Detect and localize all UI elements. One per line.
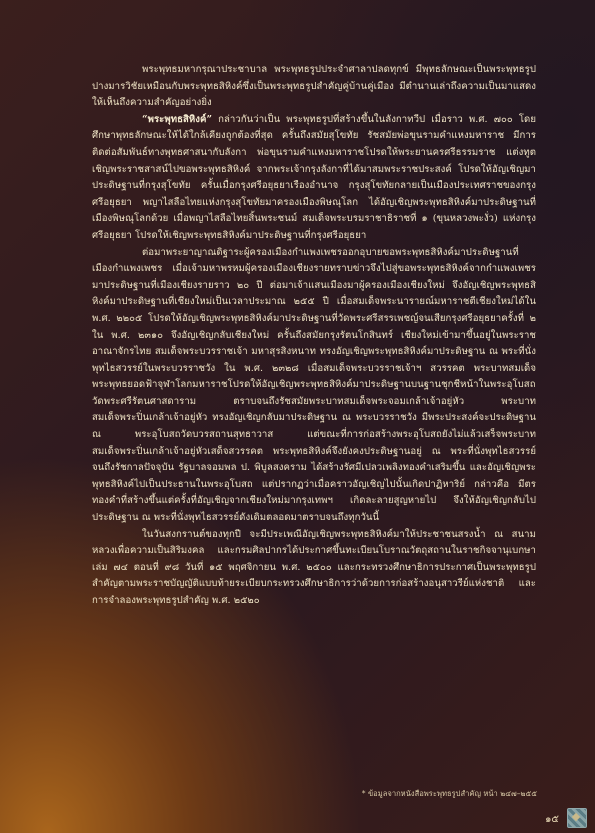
ornament-icon <box>567 808 587 828</box>
page-number: ๑๕ <box>545 814 559 825</box>
paragraph-intro-text: พระพุทธมหากรุณาประชาบาล พระพุทธรูปประจำศาลาปลดทุกข์ มีพุทธลักษณะเป็นพระพุทธรูปปางมารวิชัยเหมือนกับพระพุทธสิหิงค์ซึ่งเป็นพระพุทธรูปสำคัญคู่บ้านคู่เมือง มีตำนานเล่าถึงความเป็นมาแสดงให้เห็นถึงความสำคัญอย่างยิ่ง <box>92 64 536 109</box>
paragraph-history <box>92 112 536 245</box>
paragraph-songkran <box>92 527 536 610</box>
paragraph-intro <box>92 62 536 112</box>
footnote: * ข้อมูลจากหนังสือพระพุทธรูปสำคัญ หน้า ๒๔๗–๒๕๕ <box>361 789 537 798</box>
paragraph-relocation-text: ต่อมาพระยาญาณดิฐาระผู้ครองเมืองกำแพงเพชรออกอุบายขอพระพุทธสิหิงค์มาประดิษฐานที่เมืองกำแพงเพชร เมื่อเจ้ามหาพรหมผู้ครองเมืองเชียงรายทราบข่าวจึงไปสู่ขอพระพุทธสิหิงค์จากกำแพงเพชรมาประดิษฐานที่เมืองเชียงรายราว ๒๐ ปี ต่อมาเจ้าแสนเมืองมาผู้ครองเมืองเชียงใหม่ จึงอัญเชิญพระพุทธสิหิงค์มาประดิษฐานที่เชียงใหม่เป็นเวลาประมาณ ๒๕๕ ปี เมื่อสมเด็จพระนารายณ์มหาราชตีเชียงใหม่ได้ใน พ.ศ. ๒๒๐๕ โปรดให้อัญเชิญพระพุทธสิหิงค์มาประดิษฐานที่วัดพระศรีสรรเพชญ์จนเสียกรุงศรีอยุธยาครั้งที่ ๒ ใน พ.ศ. ๒๓๑๐ จึงอัญเชิญกลับเชียงใหม่ ครั้นถึงสมัยกรุงรัตนโกสินทร์ เชียงใหม่เข้ามาขึ้นอยู่ในพระราชอาณาจักรไทย สมเด็จพระบวรราชเจ้า มหาสุรสิงหนาท ทรงอัญเชิญพระพุทธสิหิงค์มาประดิษฐาน ณ พระที่นั่งพุทไธสวรรย์ในพระบวรราชวัง ใน พ.ศ. ๒๓๒๘ เมื่อสมเด็จพระบวรราชเจ้าฯ สวรรคต พระบาทสมเด็จพระพุทธยอดฟ้าจุฬาโลกมหาราชโปรดให้อัญเชิญพระพุทธสิหิงค์มาประดิษฐานบนฐานชุกชีหน้าในพระอุโบสถวัดพระศรีรัตนศาสดาราม ตราบจนถึงรัชสมัยพระบาทสมเด็จพระจอมเกล้าเจ้าอยู่หัว พระบาทสมเด็จพระปิ่นเกล้าเจ้าอยู่หัว ทรงอัญเชิญกลับมาประดิษฐาน ณ พระบวรราชวัง มีพระประสงค์จะประดิษฐาน ณ พระอุโบสถวัดบวรสถานสุทธาวาส แต่ขณะที่การก่อสร้างพระอุโบสถยังไม่แล้วเสร็จพระบาทสมเด็จพระปิ่นเกล้าเจ้าอยู่หัวเสด็จสวรรคต พระพุทธสิหิงค์จึงยังคงประดิษฐานอยู่ ณ พระที่นั่งพุทไธสวรรย์จนถึงรัชกาลปัจจุบัน รัฐบาลจอมพล ป. พิบูลสงคราม ได้สร้างรัศมีเปลวเพลิงทองคำเสริมขึ้น และอัญเชิญพระพุทธสิหิงค์ไปเป็นประธานในพระอุโบสถ แต่ปรากฏว่าเมื่อคราวอัญเชิญไปนั้นเกิดปาฏิหาริย์ กล่าวคือ มีตรทองคำที่สร้างขึ้นแต่ครั้งที่อัญเชิญจากเชียงใหม่มากรุงเทพฯ เกิดละลายสูญหายไป จึงให้อัญเชิญกลับไปประดิษฐาน ณ พระที่นั่งพุทไธสวรรย์ดังเดิมตลอดมาตราบจนถึงทุกวันนี้ <box>92 246 536 524</box>
article-body <box>92 62 536 610</box>
buddha-name-heading: “พระพุทธสิหิงค์” <box>142 113 213 125</box>
paragraph-history-text: กล่าวกันว่าเป็น พระพุทธรูปที่สร้างขึ้นในลังกาทวีป เมื่อราว พ.ศ. ๗๐๐ โดยศึกษาพุทธลักษณะให้ได้ใกล้เคียงถูกต้องที่สุด ครั้นถึงสมัยสุโขทัย รัชสมัยพ่อขุนรามคำแหงมหาราช มีการติดต่อสัมพันธ์ทางพุทธศาสนากับลังกา พ่อขุนรามคำแหงมหาราชโปรดให้พระยานครศรีธรรมราช แต่งทูตเชิญพระราชสาสน์ไปขอพระพุทธสิหิงค์ จากพระเจ้ากรุงลังกาที่ได้มาสมพระราชประสงค์ โปรดให้อัญเชิญมาประดิษฐานที่กรุงสุโขทัย ครั้นเมื่อกรุงศรีอยุธยาเรืองอำนาจ กรุงสุโขทัยกลายเป็นเมืองประเทศราชของกรุงศรีอยุธยา พญาไสลือไทยแห่งกรุงสุโขทัยมาครองเมืองพิษณุโลก ได้อัญเชิญพระพุทธสิหิงค์มาประดิษฐานที่เมืองพิษณุโลกด้วย เมื่อพญาไสลือไทยสิ้นพระชนม์ สมเด็จพระบรมราชาธิราชที่ ๑ (ขุนหลวงพะงั่ว) แห่งกรุงศรีอยุธยา โปรดให้เชิญพระพุทธสิหิงค์มาประดิษฐานที่กรุงศรีอยุธยา <box>92 113 536 241</box>
paragraph-songkran-text: ในวันสงกรานต์ของทุกปี จะมีประเพณีอัญเชิญพระพุทธสิหิงค์มาให้ประชาชนสรงน้ำ ณ สนามหลวงเพื่อความเป็นสิริมงคล และกรมศิลปากรได้ประกาศขึ้นทะเบียนโบราณวัตถุสถานในราชกิจจานุเบกษาเล่ม ๗๔ ตอนที่ ๙๘ วันที่ ๑๕ พฤศจิกายน พ.ศ. ๒๕๐๐ และกระทรวงศึกษาธิการประกาศเป็นพระพุทธรูปสำคัญตามพระราชบัญญัติแบบท้ายระเบียบกระทรวงศึกษาธิการว่าด้วยการก่อสร้างอนุสาวรีย์แห่งชาติ และการจำลองพระพุทธรูปสำคัญ พ.ศ. ๒๕๒๐ <box>92 528 536 606</box>
paragraph-relocation <box>92 245 536 527</box>
